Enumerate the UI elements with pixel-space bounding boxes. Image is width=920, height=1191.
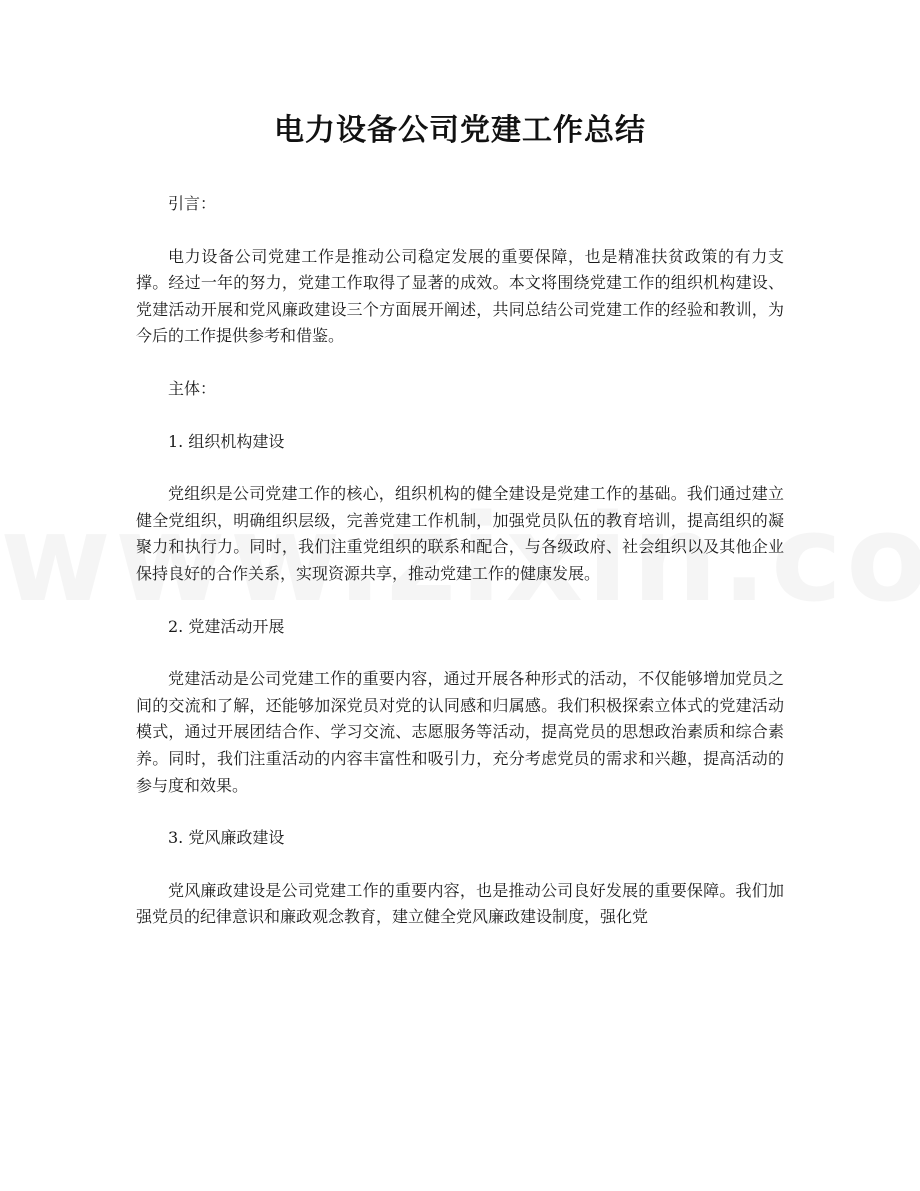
document-title: 电力设备公司党建工作总结 bbox=[274, 113, 646, 148]
section-paragraph: 党组织是公司党建工作的核心，组织机构的健全建设是党建工作的基础。我们通过建立健全党组织，明确组织层级，完善党建工作机制，加强党员队伍的教育培训，提高组织的凝聚力和执行力。同时，我们注重党组织的联系和配合，与各级政府、社会组织以及其他企业保持良好的合作关系，实现资源共享，推动党建工作的健康发展。 bbox=[136, 484, 784, 583]
section-heading: 3. 党风廉政建设 bbox=[168, 828, 285, 848]
document-body bbox=[136, 104, 784, 931]
main-label: 主体： bbox=[168, 378, 217, 398]
section-heading: 1. 组织机构建设 bbox=[168, 431, 285, 451]
section-paragraph: 党建活动是公司党建工作的重要内容，通过开展各种形式的活动，不仅能够增加党员之间的交流和了解，还能够加深党员对党的认同感和归属感。我们积极探索立体式的党建活动模式，通过开展团结合作、学习交流、志愿服务等活动，提高党员的思想政治素质和综合素养。同时，我们注重活动的内容丰富性和吸引力，充分考虑党员的需求和兴趣，提高活动的参与度和效果。 bbox=[136, 669, 784, 795]
intro-label: 引言： bbox=[168, 194, 217, 213]
section-heading: 2. 党建活动开展 bbox=[168, 616, 285, 636]
section-paragraph: 党风廉政建设是公司党建工作的重要内容，也是推动公司良好发展的重要保障。我们加强党员的纪律意识和廉政观念教育，建立健全党风廉政建设制度，强化党 bbox=[136, 880, 784, 927]
intro-paragraph: 电力设备公司党建工作是推动公司稳定发展的重要保障，也是精准扶贫政策的有力支撑。经过一年的努力，党建工作取得了显著的成效。本文将围绕党建工作的组织机构建设、党建活动开展和党风廉政建设三个方面展开阐述，共同总结公司党建工作的经验和教训，为今后的工作提供参考和借鉴。 bbox=[136, 246, 784, 346]
